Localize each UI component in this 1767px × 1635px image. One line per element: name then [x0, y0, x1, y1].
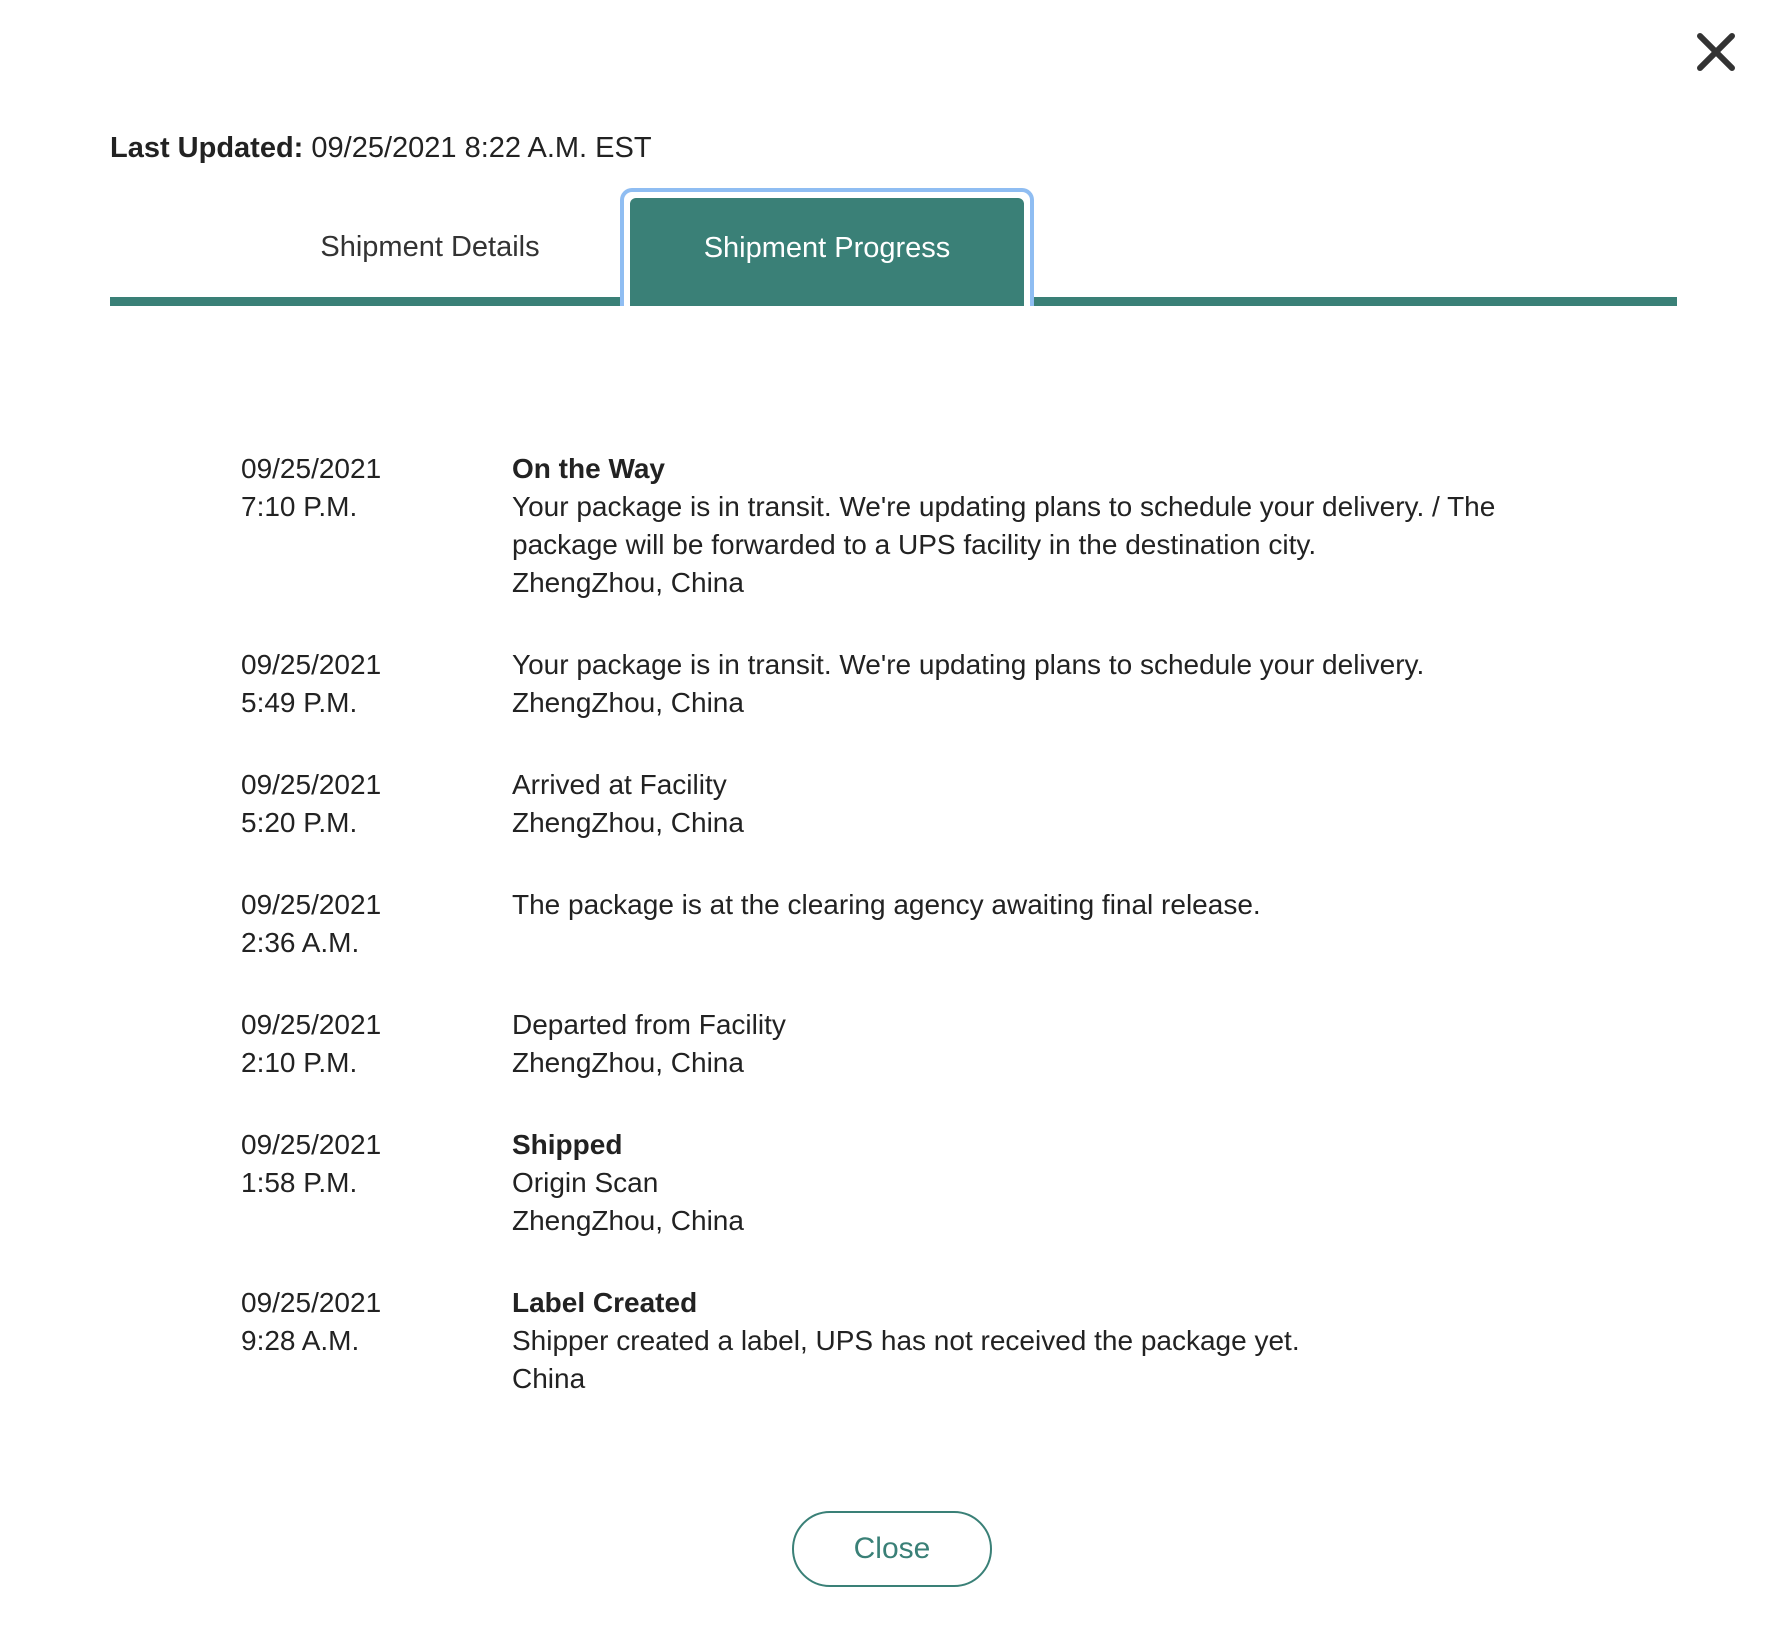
event-time: 2:36 A.M. [241, 927, 360, 958]
event-description: Your package is in transit. We're updating plans to schedule your delivery. / The package will be forwarded to a UPS facility in the destination city. [512, 491, 1496, 560]
event-date: 09/25/2021 [241, 1129, 382, 1160]
event-details [512, 646, 1532, 722]
event-description: Arrived at Facility [512, 769, 727, 800]
shipment-progress-list [241, 450, 1641, 1442]
event-timestamp [241, 1126, 512, 1240]
close-x-icon[interactable] [1692, 28, 1740, 76]
progress-event [241, 886, 1641, 962]
event-date: 09/25/2021 [241, 1287, 382, 1318]
event-location: ZhengZhou, China [512, 567, 744, 598]
progress-event [241, 646, 1641, 722]
tab-shipment-details[interactable]: Shipment Details [320, 231, 540, 263]
last-updated-value: 09/25/2021 8:22 A.M. EST [303, 132, 652, 164]
event-time: 5:20 P.M. [241, 807, 358, 838]
event-location: ZhengZhou, China [512, 1205, 744, 1236]
event-location: ZhengZhou, China [512, 687, 744, 718]
last-updated [110, 130, 652, 166]
event-status-title: Shipped [512, 1129, 623, 1160]
event-location: ZhengZhou, China [512, 807, 744, 838]
close-button[interactable]: Close [792, 1511, 992, 1587]
last-updated-label: Last Updated: [110, 132, 304, 164]
event-time: 7:10 P.M. [241, 491, 358, 522]
progress-event [241, 1006, 1641, 1082]
event-details [512, 886, 1532, 962]
event-description: Your package is in transit. We're updating plans to schedule your delivery. [512, 649, 1425, 680]
event-location: ZhengZhou, China [512, 1047, 744, 1078]
event-date: 09/25/2021 [241, 769, 382, 800]
event-timestamp [241, 766, 512, 842]
event-time: 5:49 P.M. [241, 687, 358, 718]
event-timestamp [241, 450, 512, 602]
event-timestamp [241, 886, 512, 962]
event-details [512, 1126, 1532, 1240]
event-details [512, 766, 1532, 842]
event-date: 09/25/2021 [241, 889, 382, 920]
event-status-title: Label Created [512, 1287, 698, 1318]
event-description: Shipper created a label, UPS has not received the package yet. [512, 1325, 1300, 1356]
event-date: 09/25/2021 [241, 1009, 382, 1040]
event-status-title: On the Way [512, 453, 665, 484]
progress-event [241, 1284, 1641, 1398]
event-details [512, 450, 1532, 602]
event-location: China [512, 1363, 586, 1394]
event-timestamp [241, 1006, 512, 1082]
event-details [512, 1284, 1532, 1398]
event-description: Departed from Facility [512, 1009, 786, 1040]
event-description: Origin Scan [512, 1167, 659, 1198]
progress-event [241, 1126, 1641, 1240]
tab-shipment-progress[interactable] [620, 188, 1034, 306]
event-timestamp [241, 646, 512, 722]
event-date: 09/25/2021 [241, 453, 382, 484]
event-time: 1:58 P.M. [241, 1167, 358, 1198]
progress-event [241, 766, 1641, 842]
event-date: 09/25/2021 [241, 649, 382, 680]
event-description: The package is at the clearing agency awaiting final release. [512, 889, 1261, 920]
event-timestamp [241, 1284, 512, 1398]
tab-shipment-progress-label: Shipment Progress [630, 198, 1024, 306]
event-time: 2:10 P.M. [241, 1047, 358, 1078]
event-details [512, 1006, 1532, 1082]
progress-event [241, 450, 1641, 602]
event-time: 9:28 A.M. [241, 1325, 360, 1356]
